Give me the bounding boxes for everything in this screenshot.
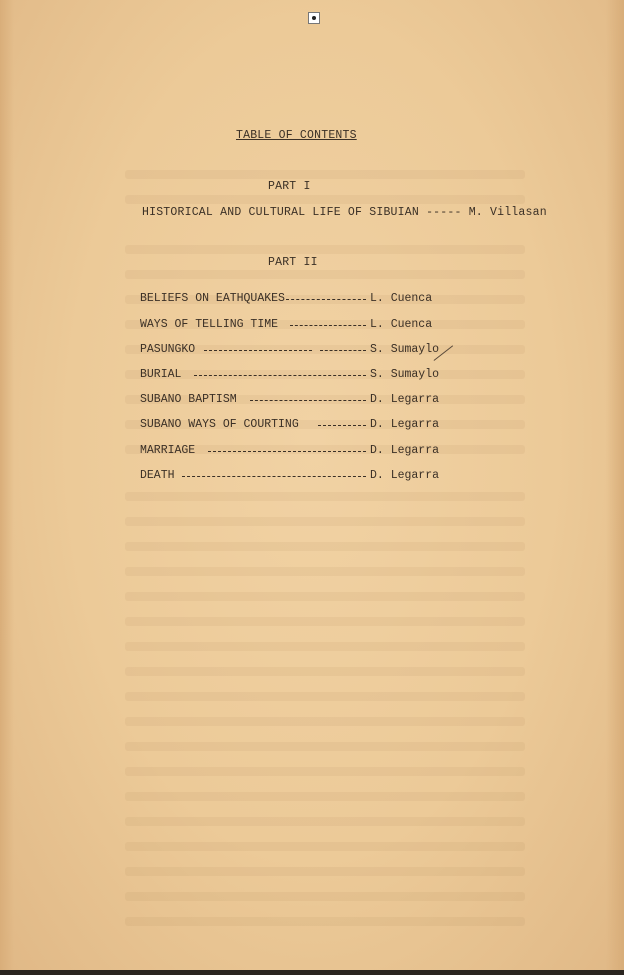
entry-title: MARRIAGE: [140, 444, 196, 457]
entry-separator: -----: [426, 206, 462, 219]
entry-author: D. Legarra: [370, 393, 440, 406]
dotted-leader: [204, 350, 312, 351]
dotted-leader: [194, 375, 366, 376]
part2-heading: PART II: [268, 256, 318, 269]
dotted-leader: [320, 350, 366, 351]
dotted-leader: [286, 299, 366, 300]
entry-author: D. Legarra: [370, 444, 440, 457]
part1-entry: [142, 206, 547, 219]
entry-title: SUBANO WAYS OF COURTING: [140, 418, 299, 431]
entry-author: D. Legarra: [370, 469, 440, 482]
entry-author: S. Sumaylo: [370, 368, 440, 381]
punch-hole-mark: [308, 12, 320, 24]
dotted-leader: [318, 425, 366, 426]
entry-title: BELIEFS ON EATHQUAKES: [140, 292, 285, 305]
toc-entry: [140, 343, 440, 359]
page-title: TABLE OF CONTENTS: [236, 129, 357, 142]
toc-entry: [140, 292, 440, 308]
toc-entry: [140, 469, 440, 485]
page-right-edge: [606, 0, 624, 975]
entry-title: PASUNGKO: [140, 343, 196, 356]
dotted-leader: [182, 476, 366, 477]
part1-heading: PART I: [268, 180, 311, 193]
toc-entry: [140, 318, 440, 334]
entry-title: HISTORICAL AND CULTURAL LIFE OF SIBUIAN: [142, 206, 419, 219]
scan-border: [0, 970, 624, 975]
entry-title: SUBANO BAPTISM: [140, 393, 237, 406]
entry-author: M. Villasan: [468, 206, 547, 219]
entry-author: D. Legarra: [370, 418, 440, 431]
toc-entry: [140, 393, 440, 409]
page-left-edge: [0, 0, 14, 975]
entry-author: S. Sumaylo: [370, 343, 440, 356]
dotted-leader: [290, 325, 366, 326]
entry-author: L. Cuenca: [370, 318, 433, 331]
toc-entry: [140, 368, 440, 384]
entry-title: BURIAL: [140, 368, 182, 381]
toc-entry: [140, 444, 440, 460]
entry-author: L. Cuenca: [370, 292, 433, 305]
dotted-leader: [208, 451, 366, 452]
entry-title: DEATH: [140, 469, 175, 482]
dotted-leader: [250, 400, 366, 401]
toc-entry: [140, 418, 440, 434]
entry-title: WAYS OF TELLING TIME: [140, 318, 279, 331]
